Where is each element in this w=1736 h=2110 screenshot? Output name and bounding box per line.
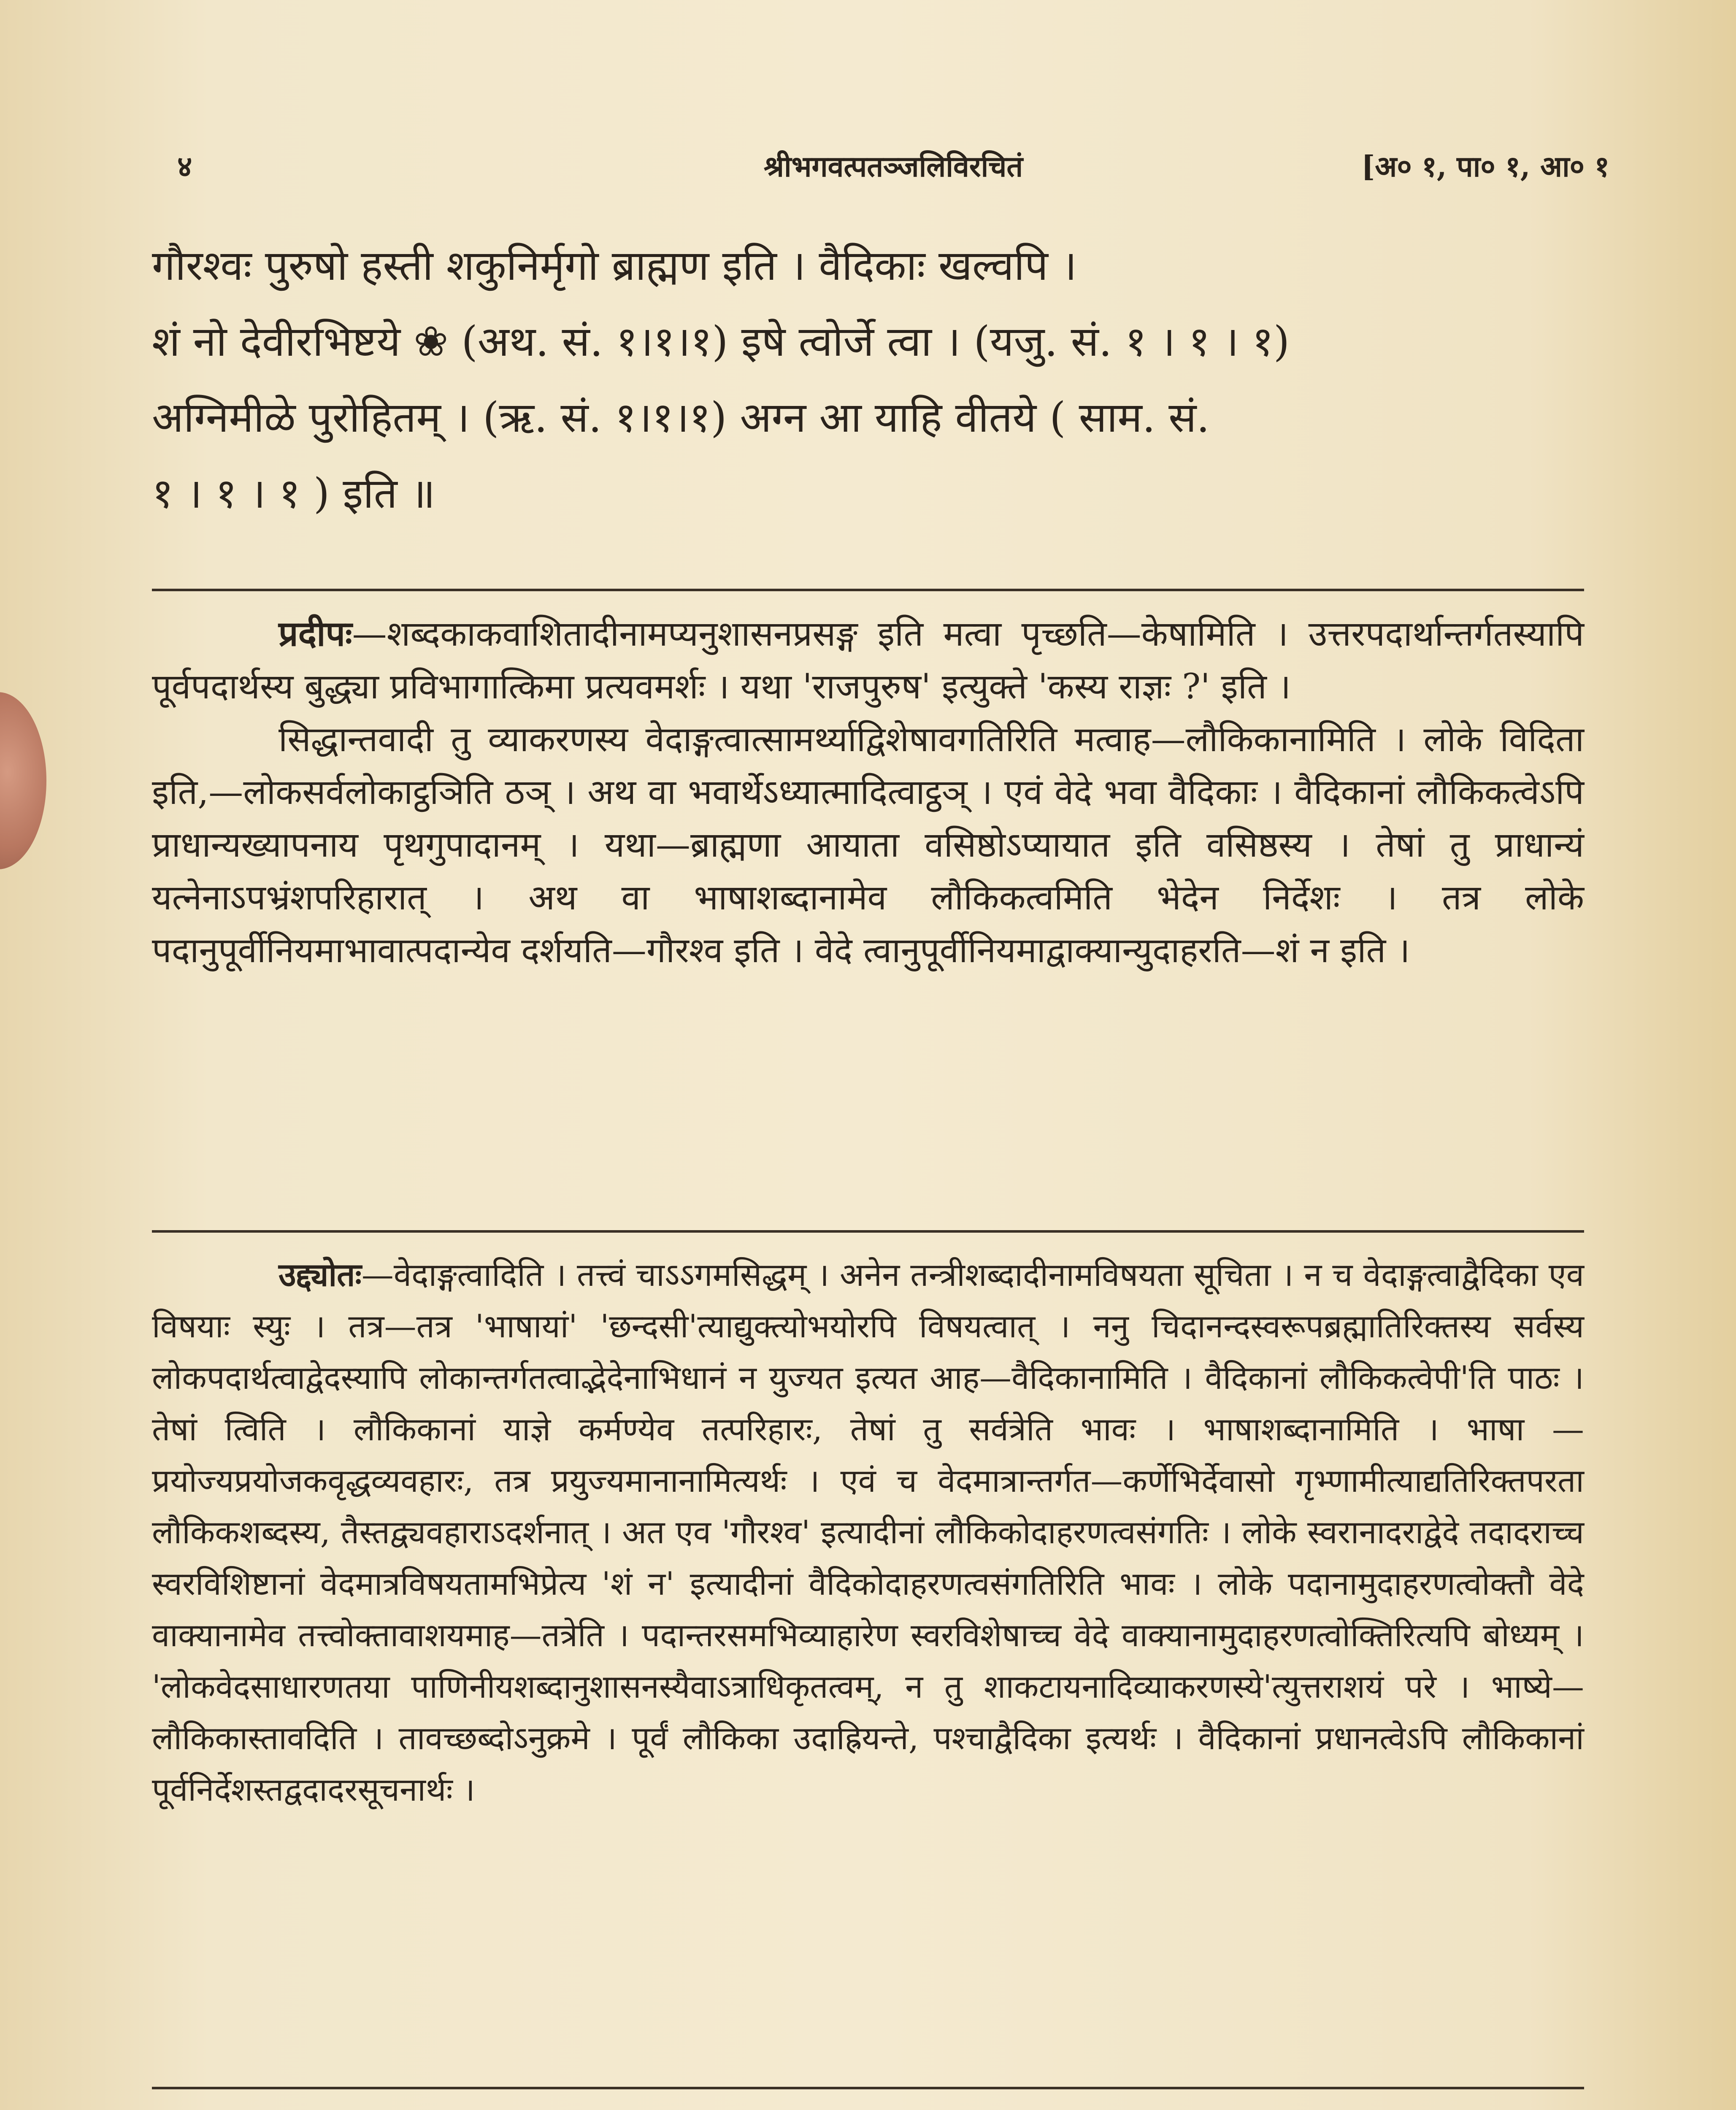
section-reference: [अ० १, पा० १, आ० १ [1361, 150, 1609, 184]
bhashya-line: अग्निमीळे पुरोहितम् । (ऋ. सं. १।१।१) अग्न आ याहि वीतये ( साम. सं. [152, 394, 1210, 442]
pradipa-text: —शब्दकाकवाशितादीनामप्यनुशासनप्रसङ्ग इति मत्वा पृच्छति—केषामिति । उत्तरपदार्थान्तर्गतस्यापि पूर्वपदार्थस्य बुद्ध्या प्रविभागात्किमा प्रत्यवमर्शः । यथा 'राजपुरुष' इत्युक्ते 'कस्य राज्ञः ?' इति । [152, 614, 1584, 707]
section-divider [152, 1230, 1584, 1233]
udyota-commentary [152, 1249, 1584, 1815]
bhashya-line: गौरश्वः पुरुषो हस्ती शकुनिर्मृगो ब्राह्मण इति । वैदिकाः खल्वपि । [152, 242, 1077, 290]
bhashya-text [152, 228, 1584, 532]
bhashya-line: शं नो देवीरभिष्टये ❀ (अथ. सं. १।१।१) इषे त्वोर्जे त्वा । (यजु. सं. १ । १ । १) [152, 318, 1290, 366]
section-divider [152, 2087, 1584, 2089]
bhashya-line: १ । १ । १ ) इति ॥ [152, 470, 435, 518]
vimarsha-note [152, 2106, 1584, 2110]
section-divider [152, 589, 1584, 591]
udyota-text: —वेदाङ्गत्वादिति । तत्त्वं चाऽऽगमसिद्धम् । अनेन तन्त्रीशब्दादीनामविषयता सूचिता । न च वेदाङ्गत्वाद्वैदिका एव विषयाः स्युः । तत्र—तत्र 'भाषायां' 'छन्दसी'त्याद्युक्त्योभयोरपि विषयत्वात् । ननु चिदानन्दस्वरूपब्रह्मातिरिक्तस्य सर्वस्य लोकपदार्थत्वाद्वेदस्यापि लोकान्तर्गतत्वाद्भेदेनाभिधानं न युज्यत इत्यत आह—वैदिकानामिति । वैदिकानां लौकिकत्वेपी'ति पाठः । तेषां त्विति । लौकिकानां याज्ञे कर्मण्येव तत्परिहारः, तेषां तु सर्वत्रेति भावः । भाषाशब्दानामिति । भाषा —प्रयोज्यप्रयोजकवृद्धव्यवहारः, तत्र प्रयुज्यमानानामित्यर्थः । एवं च वेदमात्रान्तर्गत—कर्णेभिर्देवासो गृभ्णामीत्याद्यतिरिक्तपरता लौकिकशब्दस्य, तैस्तद्व्यवहाराऽदर्शनात् । अत एव 'गौरश्व' इत्यादीनां लौकिकोदाहरणत्वसंगतिः । लोके स्वरानादराद्वेदे तदादराच्च स्वरविशिष्टानां वेदमात्रविषयतामभिप्रेत्य 'शं न' इत्यादीनां वैदिकोदाहरणत्वसंगतिरिति भावः । लोके पदानामुदाहरणत्वोक्तौ वेदे वाक्यानामेव तत्त्वोक्तावाशयमाह—तत्रेति । पदान्तरसमभिव्याहारेण स्वरविशेषाच्च वेदे वाक्यानामुदाहरणत्वोक्तिरित्यपि बोध्यम् । 'लोकवेदसाधारणतया पाणिनीयशब्दानुशासनस्यैवाऽत्राधिकृतत्वम्, न तु शाकटायनादिव्याकरणस्ये'त्युत्तराशयं परे । भाष्ये—लौकिकास्तावदिति । तावच्छब्दोऽनुक्रमे । पूर्वं लौकिका उदाह्रियन्ते, पश्चाद्वैदिका इत्यर्थः । वैदिकानां प्रधानत्वेऽपि लौकिकानां पूर्वनिर्देशस्तद्वदादरसूचनार्थः । [152, 1256, 1584, 1808]
running-title: श्रीभगवत्पतञ्जलिविरचितं [763, 150, 1023, 184]
pradipa-label: प्रदीपः [279, 614, 352, 654]
udyota-paragraph [152, 1249, 1584, 1815]
udyota-label: उद्द्योतः [279, 1256, 362, 1293]
pradipa-commentary [152, 608, 1584, 977]
thumb-at-margin [0, 692, 46, 869]
running-header [177, 146, 1609, 192]
vimarsha-paragraph [152, 2106, 1584, 2110]
pradipa-paragraph [152, 608, 1584, 713]
pradipa-paragraph-2: सिद्धान्तवादी तु व्याकरणस्य वेदाङ्गत्वात्सामर्थ्याद्विशेषावगतिरिति मत्वाह—लौकिकानामिति । लोके विदिता इति,—लोकसर्वलोकाट्ठञिति ठञ् । अथ वा भवार्थेऽध्यात्मादित्वाट्ठञ् । एवं वेदे भवा वैदिकाः । वैदिकानां लौकिकत्वेऽपि प्राधान्यख्यापनाय पृथगुपादानम् । यथा—ब्राह्मणा आयाता वसिष्ठोऽप्यायात इति वसिष्ठस्य । तेषां तु प्राधान्यं यत्नेनाऽपभ्रंशपरिहारात् । अथ वा भाषाशब्दानामेव लौकिकत्वमिति भेदेन निर्देशः । तत्र लोके पदानुपूर्वीनियमाभावात्पदान्येव दर्शयति—गौरश्व इति । वेदे त्वानुपूर्वीनियमाद्वाक्यान्युदाहरति—शं न इति । [152, 720, 1584, 971]
page-number: ४ [177, 150, 192, 184]
